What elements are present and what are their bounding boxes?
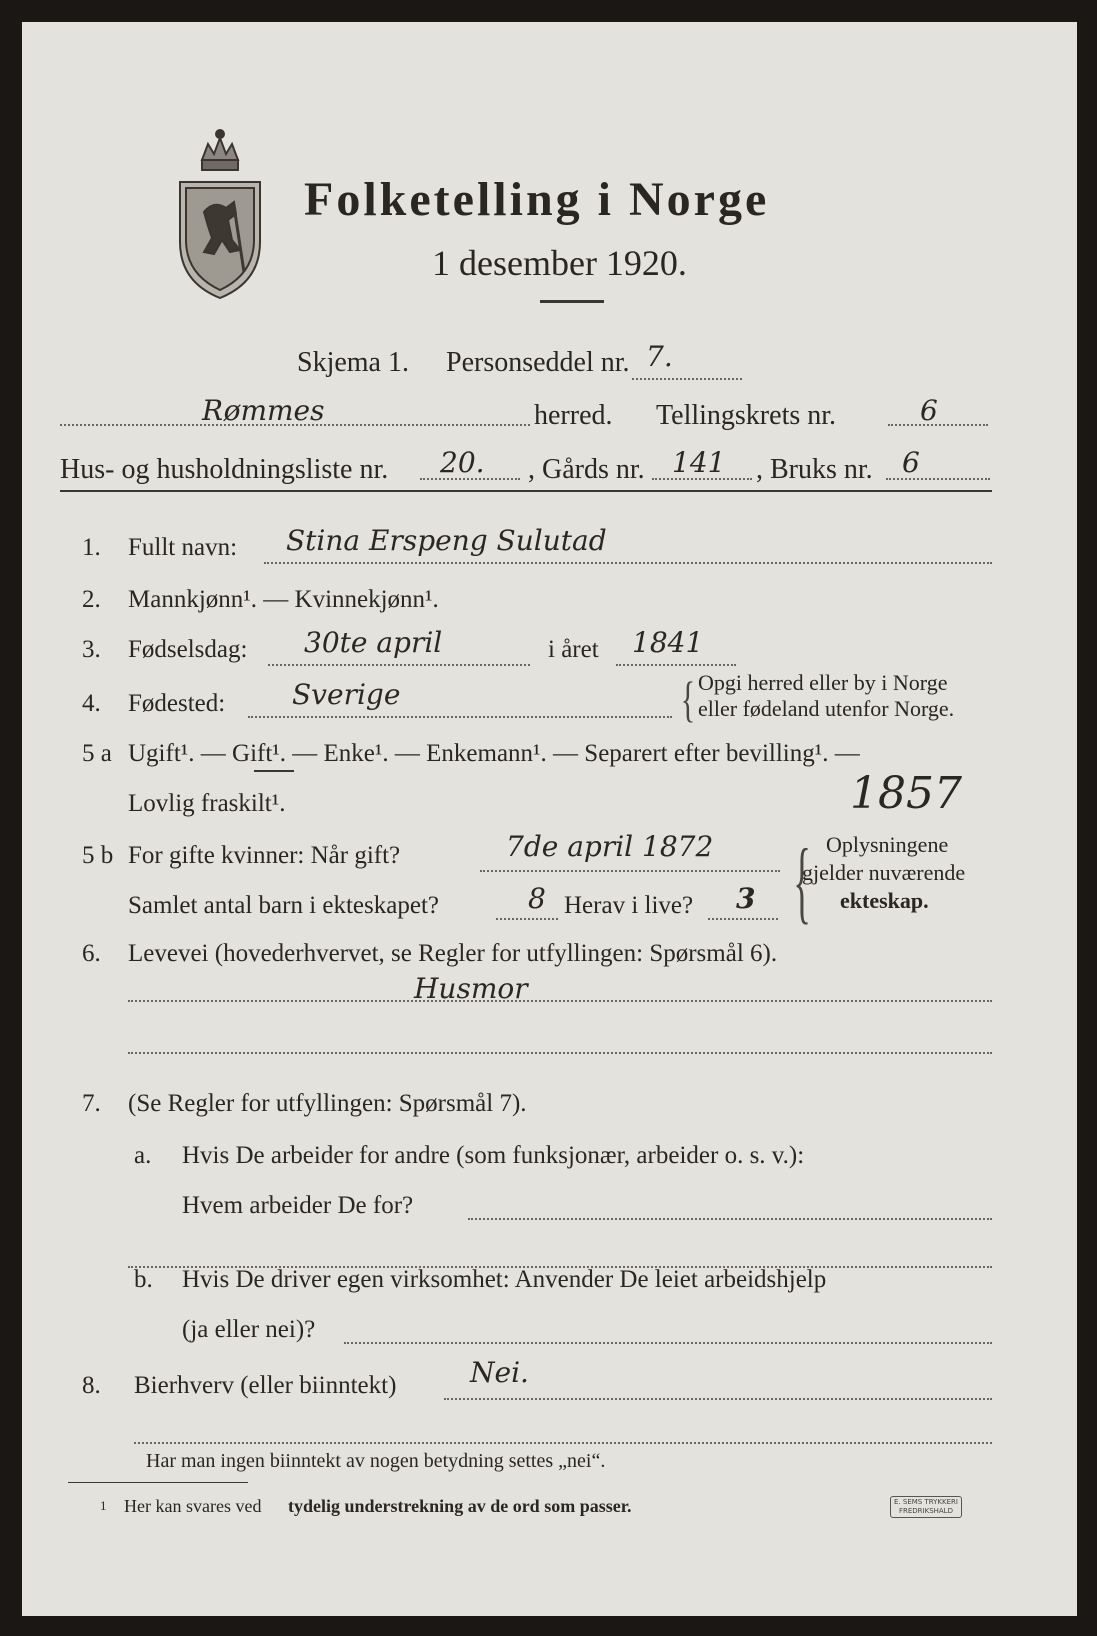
biinntekt-note: Har man ingen biinntekt av nogen betydning settes „nei“. [146, 1450, 606, 1472]
bruks-label: , Bruks nr. [756, 454, 873, 485]
q1-label: Fullt navn: [128, 534, 238, 561]
q3-value: 30te april [304, 626, 443, 659]
hus-label: Hus- og husholdningsliste nr. [60, 454, 389, 485]
q8-label: Bierhverv (eller biinntekt) [134, 1372, 397, 1399]
q6-number: 6. [82, 940, 101, 967]
q5b-alive-label: Herav i live? [564, 892, 694, 919]
q5a-text: Ugift¹. — Gift¹. — Enke¹. — Enkemann¹. — Separert efter bevilling¹. — [128, 740, 860, 767]
q5b-value: 7de april 1872 [506, 830, 714, 863]
skjema-label: Skjema 1. [297, 347, 409, 378]
q5b-note-line2: gjelder nuværende [802, 860, 966, 885]
norwegian-coat-of-arms-icon [174, 122, 266, 302]
q2-text: Mannkjønn¹. — Kvinnekjønn¹. [128, 586, 439, 613]
gards-value: 141 [672, 446, 726, 479]
q5b-children-label: Samlet antal barn i ekteskapet? [128, 892, 439, 919]
q2-number: 2. [82, 586, 101, 613]
q5b-note-line3: ekteskap. [840, 888, 929, 913]
q3-number: 3. [82, 636, 101, 663]
q5a-text-line2: Lovlig fraskilt¹. [128, 790, 286, 817]
q8-number: 8. [82, 1372, 101, 1399]
personseddel-value: 7. [646, 340, 673, 373]
personseddel-label: Personseddel nr. [446, 347, 630, 378]
q3-year-label: i året [548, 636, 599, 663]
footnote-bold-text: tydelig understrekning av de ord som passer. [288, 1496, 632, 1516]
footnote-divider [68, 1482, 248, 1483]
q7b-text-line2: (ja eller nei)? [182, 1316, 316, 1343]
q1-number: 1. [82, 534, 101, 561]
q6-value: Husmor [414, 972, 528, 1005]
q7-text: (Se Regler for utfyllingen: Spørsmål 7). [128, 1090, 527, 1117]
bruks-value: 6 [902, 446, 920, 479]
q7b-letter: b. [134, 1266, 153, 1293]
header-divider [60, 490, 992, 492]
q5b-number: 5 b [82, 842, 114, 869]
q1-value: Stina Erspeng Sulutad [286, 524, 607, 557]
q4-label: Fødested: [128, 690, 226, 717]
q3-label: Fødselsdag: [128, 636, 248, 663]
footnote-mark: 1 [100, 1498, 107, 1513]
form-date: 1 desember 1920. [432, 243, 687, 283]
herred-label: herred. [534, 400, 613, 431]
q7a-text-line2: Hvem arbeider De for? [182, 1192, 414, 1219]
q5b-alive-value: 3 [736, 882, 756, 915]
q7-number: 7. [82, 1090, 101, 1117]
gards-label: , Gårds nr. [528, 454, 645, 485]
gift-underline [254, 770, 294, 772]
q4-brace: { [680, 671, 696, 727]
q7a-text: Hvis De arbeider for andre (som funksjonær, arbeider o. s. v.): [182, 1142, 805, 1169]
tellingskrets-label: Tellingskrets nr. [656, 400, 837, 431]
q5b-brace: { [793, 830, 811, 932]
title-divider [540, 300, 604, 303]
q3-year-value: 1841 [632, 626, 704, 659]
footnote-text: Her kan svares ved [124, 1496, 262, 1516]
q4-value: Sverige [292, 678, 401, 711]
census-form [22, 22, 1077, 1616]
q4-note-line1: Opgi herred eller by i Norge [698, 670, 948, 695]
q7b-text: Hvis De driver egen virksomhet: Anvender De leiet arbeidshjelp [182, 1266, 827, 1293]
form-title: Folketelling i Norge [304, 173, 770, 226]
tellingskrets-value: 6 [920, 394, 938, 427]
q5b-children-value: 8 [528, 882, 546, 915]
herred-value: Rømmes [202, 394, 325, 427]
q5a-margin-note: 1857 [850, 768, 962, 819]
q4-note-line2: eller fødeland utenfor Norge. [698, 696, 955, 721]
q5b-label: For gifte kvinner: Når gift? [128, 842, 401, 869]
q7a-letter: a. [134, 1142, 152, 1169]
q5b-note-line1: Oplysningene [826, 832, 949, 857]
q5a-number: 5 a [82, 740, 112, 767]
printer-stamp: E. SEMS TRYKKERI FREDRIKSHALD [890, 1496, 962, 1518]
hus-value: 20. [440, 446, 485, 479]
q4-number: 4. [82, 690, 101, 717]
q6-text: Levevei (hovederhvervet, se Regler for utfyllingen: Spørsmål 6). [128, 940, 778, 967]
q8-value: Nei. [470, 1356, 529, 1389]
